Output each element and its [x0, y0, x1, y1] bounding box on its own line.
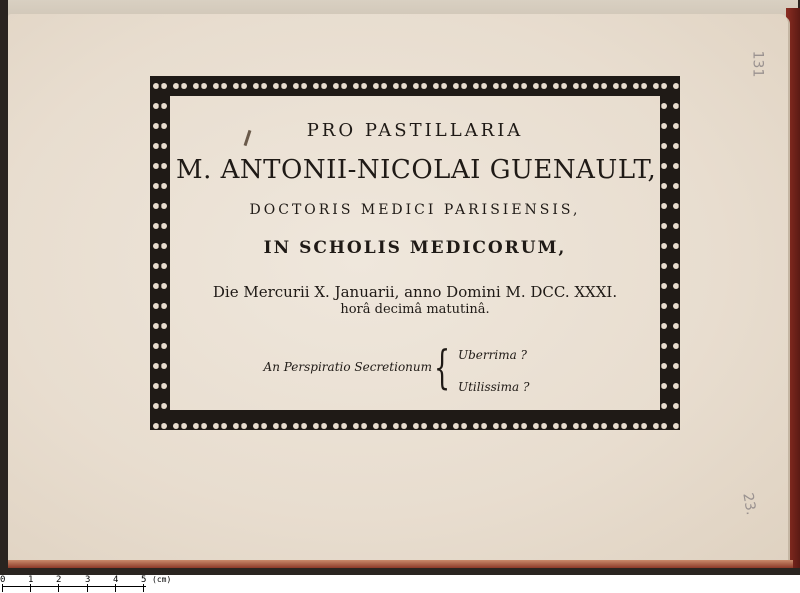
scale-number: 5 [141, 575, 147, 585]
author-name: M. ANTONII-NICOLAI GUENAULT, [176, 155, 657, 185]
scale-tick [143, 584, 144, 592]
brace-icon: { [434, 340, 451, 394]
scale-tick [87, 584, 88, 592]
scale-tick [2, 584, 3, 592]
book-edge-right [786, 8, 800, 568]
scale-tick [58, 584, 59, 592]
book-edge-bottom [8, 560, 793, 568]
margin-number-top: 131 [749, 50, 766, 78]
location-line: IN SCHOLIS MEDICORUM, [263, 238, 567, 258]
thesis-answer-b: Utilissima ? [458, 380, 530, 394]
scale-tick [30, 584, 31, 592]
scale-tick [115, 584, 116, 592]
scale-number: 2 [56, 575, 62, 585]
scale-number: 1 [28, 575, 34, 585]
thesis-answer-a: Uberrima ? [458, 348, 527, 362]
thesis-question: An Perspiratio Secretionum [263, 360, 432, 374]
scale-number: 3 [85, 575, 91, 585]
author-title: DOCTORIS MEDICI PARISIENSIS, [249, 202, 581, 218]
scale-line [2, 586, 146, 591]
scale-unit: (cm) [152, 575, 172, 584]
scale-number: 0 [0, 575, 6, 585]
scale-bar [0, 575, 800, 593]
scale-number: 4 [113, 575, 119, 585]
margin-number-bottom: 23. [739, 491, 759, 517]
hour-line: horâ decimâ matutinâ. [340, 302, 490, 317]
title-line-1: PRO PASTILLARIA [306, 120, 524, 141]
date-line: Die Mercurii X. Januarii, anno Domini M. DCC. XXXI. [212, 283, 618, 301]
